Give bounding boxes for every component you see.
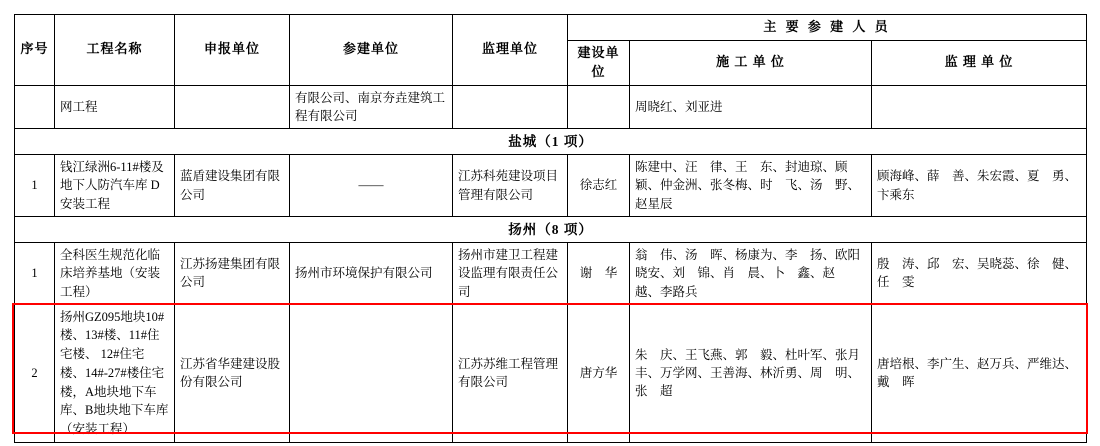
group-title: 盐城（1 项）: [15, 128, 1087, 155]
cell-seq: 1: [15, 243, 55, 304]
header-supervise-unit: 监理单位: [453, 15, 568, 86]
table-row: [15, 243, 1087, 304]
cell-construction-person: 唐方华: [568, 304, 630, 442]
cell-participate-unit: 扬州市环境保护有限公司: [290, 243, 453, 304]
document-page: [0, 14, 1100, 446]
header-declare-unit: 申报单位: [175, 15, 290, 86]
project-table: [14, 14, 1087, 443]
group-title: 扬州（8 项）: [15, 216, 1087, 243]
cell-seq: [15, 85, 55, 128]
header-construction-unit: 建设单位: [568, 40, 630, 85]
cell-supervise-unit: 江苏苏维工程管理有限公司: [453, 304, 568, 442]
header-seq: 序号: [15, 15, 55, 86]
table-row: [15, 155, 1087, 216]
header-supervisor-unit: 监 理 单 位: [872, 40, 1087, 85]
cell-supervise-unit: 扬州市建卫工程建设监理有限责任公司: [453, 243, 568, 304]
cell-seq: 1: [15, 155, 55, 216]
table-group-row: [15, 128, 1087, 155]
cell-project-name: 扬州GZ095地块10#楼、13#楼、11#住宅楼、 12#住宅楼、14#-27#楼住宅楼，A地块地下车库、B地块地下车库（安装工程）: [55, 304, 175, 442]
cell-declare-unit: 江苏扬建集团有限公司: [175, 243, 290, 304]
cell-builder-person: 翁 伟、汤 晖、杨康为、李 扬、欧阳晓安、刘 锦、肖 晨、卜 鑫、赵 越、李路兵: [630, 243, 872, 304]
cell-supervisor-person: [872, 85, 1087, 128]
cell-supervisor-person: 唐培根、李广生、赵万兵、严维达、戴 晖: [872, 304, 1087, 442]
cell-project-name: 网工程: [55, 85, 175, 128]
cell-supervise-unit: [453, 85, 568, 128]
header-row-1: [15, 15, 1087, 41]
cell-builder-person: 陈建中、汪 律、王 东、封迪琼、顾 颖、仲金洲、张冬梅、时 飞、汤 野、赵星辰: [630, 155, 872, 216]
header-builder-unit: 施 工 单 位: [630, 40, 872, 85]
header-project-name: 工程名称: [55, 15, 175, 86]
cell-construction-person: 谢 华: [568, 243, 630, 304]
cell-supervise-unit: 江苏科苑建设项目管理有限公司: [453, 155, 568, 216]
cell-supervisor-person: 顾海峰、薛 善、朱宏霞、夏 勇、卞乘东: [872, 155, 1087, 216]
cell-seq: 2: [15, 304, 55, 442]
cell-construction-person: [568, 85, 630, 128]
header-participate-unit: 参建单位: [290, 15, 453, 86]
cell-project-name: 全科医生规范化临床培养基地（安装工程）: [55, 243, 175, 304]
table-group-row: [15, 216, 1087, 243]
table-body: [15, 85, 1087, 442]
cell-declare-unit: 江苏省华建建设股份有限公司: [175, 304, 290, 442]
cell-builder-person: 朱 庆、王飞燕、郭 毅、杜叶军、张月丰、万学网、王善海、林沂勇、周 明、张 超: [630, 304, 872, 442]
cell-supervisor-person: 殷 涛、邱 宏、吴晓蕊、徐 健、任 雯: [872, 243, 1087, 304]
table-row-highlighted: [15, 304, 1087, 442]
cell-builder-person: 周晓红、刘亚进: [630, 85, 872, 128]
cell-construction-person: 徐志红: [568, 155, 630, 216]
table-head: [15, 15, 1087, 86]
header-main-personnel: 主 要 参 建 人 员: [568, 15, 1087, 41]
cell-participate-unit: ——: [290, 155, 453, 216]
cell-project-name: 钱江绿洲6-11#楼及地下人防汽车库 D 安装工程: [55, 155, 175, 216]
cell-participate-unit: 有限公司、南京夯垚建筑工程有限公司: [290, 85, 453, 128]
cell-declare-unit: [175, 85, 290, 128]
cell-declare-unit: 蓝盾建设集团有限公司: [175, 155, 290, 216]
table-row: [15, 85, 1087, 128]
cell-participate-unit: [290, 304, 453, 442]
